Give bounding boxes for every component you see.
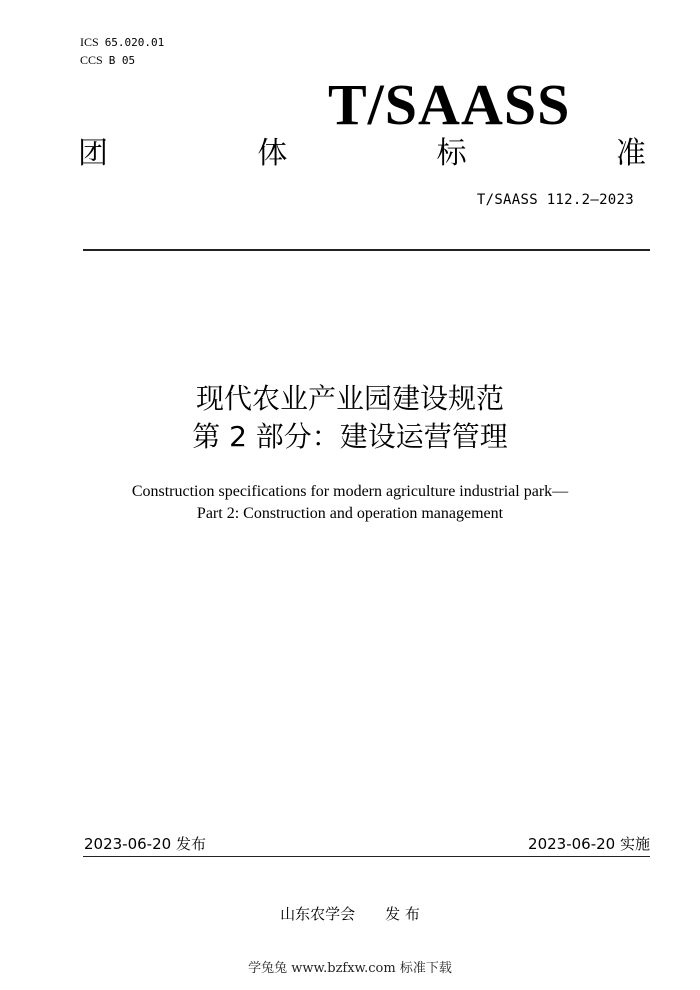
watermark-footer: 学兔兔 www.bzfxw.com 标准下载 [248, 961, 452, 976]
ics-code-line [80, 35, 164, 50]
english-title [0, 481, 700, 525]
category-char-1: 团 [78, 136, 108, 171]
implement-date: 2023-06-20 实施 [528, 835, 650, 853]
ccs-code: B 05 [108, 54, 136, 67]
standard-number: T/SAASS 112.2—2023 [476, 192, 634, 208]
title-line-1: 现代农业产业园建设规范 [195, 382, 504, 415]
footer-divider [83, 856, 650, 857]
ics-code: 65.020.01 [104, 36, 165, 49]
ics-label: ICS [80, 35, 99, 49]
header-divider [83, 249, 650, 251]
category-char-4: 准 [615, 136, 646, 171]
document-title [0, 380, 700, 456]
title-line-2: 第 2 部分：建设运营管理 [192, 420, 508, 453]
english-title-line-1: Construction specifications for modern agriculture industrial park— [131, 483, 569, 500]
ccs-label: CCS [80, 53, 103, 67]
standard-logo: T/SAASS [328, 72, 571, 137]
publisher [0, 904, 700, 924]
publish-date: 2023-06-20 发布 [84, 835, 206, 853]
category-char-3: 标 [436, 136, 467, 171]
publisher-name: 山东农学会 [280, 905, 356, 923]
ccs-code-line [80, 53, 135, 68]
category-char-2: 体 [257, 136, 288, 171]
standard-category [78, 134, 646, 174]
publisher-action: 发 布 [385, 905, 420, 923]
english-title-line-2: Part 2: Construction and operation management [196, 505, 504, 522]
